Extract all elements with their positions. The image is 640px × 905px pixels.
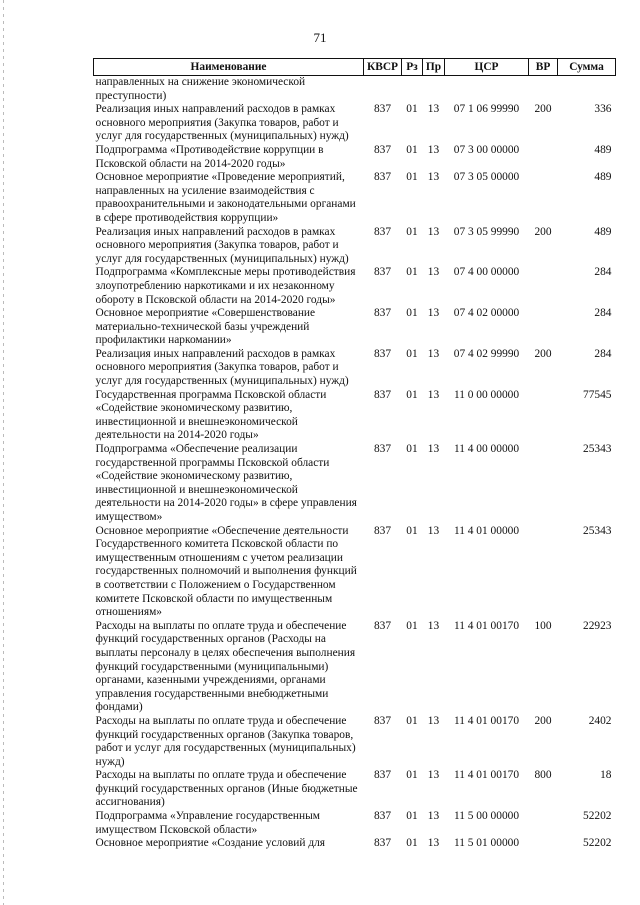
table-row [94, 715, 616, 769]
cell-kvsr: 837 [373, 143, 392, 156]
cell-csr: 11 4 00 00000 [453, 443, 520, 456]
cell-vr: 100 [534, 619, 552, 632]
cell-csr [445, 76, 529, 104]
table-row [94, 266, 616, 307]
table-row [94, 837, 616, 851]
cell-csr: 07 3 00 00000 [453, 143, 520, 156]
cell-csr: 07 3 05 99990 [453, 225, 520, 238]
table-row [94, 810, 616, 837]
cell-name: Государственная программа Псковской области «Содействие экономическому развитию, инвестиционной и внешнеэкономической деятельности на 2014-2020 годы» [95, 388, 327, 442]
table-row [94, 348, 616, 389]
cell-name: Подпрограмма «Комплексные меры противодействия злоупотреблению наркотиками и их незаконному обороту в Псковской области на 2014-2020 годы» [95, 266, 356, 306]
cell-csr: 07 4 00 00000 [453, 266, 520, 279]
cell-sum: 489 [594, 143, 612, 156]
cell-pr: 13 [427, 143, 440, 156]
scan-edge [3, 0, 4, 905]
cell-name: Реализация иных направлений расходов в рамках основного мероприятия (Закупка товаров, работ и услуг для государственных (муниципальных) нужд) [95, 225, 349, 265]
cell-rz: 01 [406, 171, 418, 184]
cell-pr: 13 [427, 714, 440, 727]
cell-sum: 52202 [583, 837, 612, 850]
header-row [94, 59, 616, 76]
cell-name: Расходы на выплаты по оплате труда и обеспечение функций государственных органов (Иные бюджетные ассигнования) [95, 769, 358, 809]
cell-vr: 200 [534, 103, 552, 116]
cell-csr: 11 4 01 00000 [453, 524, 520, 537]
table-body [94, 76, 616, 851]
cell-rz: 01 [406, 266, 418, 279]
cell-name: Подпрограмма «Обеспечение реализации государственной программы Псковской области «Содействие экономическому развитию, инвестиционной и внешнеэкономической деятельности на 2014-2020 годы» в сфере управления имуществом» [95, 443, 357, 523]
cell-csr: 11 4 01 00170 [453, 714, 520, 727]
cell-name: Расходы на выплаты по оплате труда и обеспечение функций государственных органов (Расходы на выплаты персоналу в целях обеспечения выполнения функций государственными (муниципальными) органами, казенными учреждениями, органами управления государственными внебюджетными фондами) [95, 619, 356, 714]
cell-pr: 13 [427, 307, 440, 320]
cell-rz: 01 [406, 225, 418, 238]
table-row [94, 389, 616, 443]
cell-csr: 11 4 01 00170 [453, 769, 520, 782]
cell-rz: 01 [406, 347, 418, 360]
cell-name: Подпрограмма «Противодействие коррупции в Псковской области на 2014-2020 годы» [95, 143, 324, 170]
cell-kvsr: 837 [373, 443, 392, 456]
cell-vr: 200 [534, 714, 552, 727]
cell-pr: 13 [427, 837, 440, 850]
cell-rz: 01 [406, 307, 418, 320]
cell-pr: 13 [427, 266, 440, 279]
cell-name: Основное мероприятие «Проведение мероприятий, направленных на усиление взаимодействия с правоохранительными и законодательными органами в сфере противодействия коррупции» [95, 171, 356, 224]
cell-sum: 489 [594, 225, 612, 238]
cell-vr [529, 810, 558, 837]
cell-kvsr: 837 [373, 769, 392, 782]
cell-pr: 13 [427, 103, 440, 116]
cell-kvsr: 837 [373, 225, 392, 238]
cell-sum: 25343 [583, 524, 612, 537]
cell-sum [558, 76, 616, 104]
cell-vr [529, 76, 558, 104]
cell-name: Реализация иных направлений расходов в рамках основного мероприятия (Закупка товаров, работ и услуг для государственных (муниципальных) нужд) [95, 103, 349, 143]
table-row [94, 307, 616, 348]
cell-csr: 07 4 02 00000 [453, 307, 520, 320]
cell-sum: 25343 [583, 443, 612, 456]
header-csr: ЦСР [445, 59, 529, 76]
cell-sum: 52202 [583, 810, 612, 823]
cell-rz: 01 [406, 524, 418, 537]
cell-rz: 01 [406, 769, 418, 782]
cell-pr: 13 [427, 225, 440, 238]
cell-vr [529, 443, 558, 525]
cell-vr [529, 171, 558, 225]
cell-kvsr: 837 [373, 307, 392, 320]
cell-rz: 01 [406, 103, 418, 116]
cell-name: Основное мероприятие «Обеспечение деятельности Государственного комитета Псковской области по имущественным отношениям с учетом реализации государственных полномочий и выполнения функций в соответствии с Положением о Государственном комитете Псковской области по имущественным отношениям» [95, 524, 357, 619]
cell-sum: 284 [594, 347, 612, 360]
table-row [94, 76, 616, 104]
cell-rz [402, 76, 423, 104]
table-row [94, 144, 616, 171]
cell-kvsr: 837 [373, 714, 392, 727]
cell-rz: 01 [406, 714, 418, 727]
cell-kvsr: 837 [373, 171, 392, 184]
cell-pr: 13 [427, 524, 440, 537]
cell-pr: 13 [427, 388, 440, 401]
cell-name: Основное мероприятие «Совершенствование материально-технической базы учреждений профилактики наркомании» [95, 307, 316, 347]
cell-sum: 2402 [588, 714, 612, 727]
cell-vr [529, 307, 558, 348]
cell-rz: 01 [406, 143, 418, 156]
cell-pr: 13 [427, 619, 440, 632]
cell-pr: 13 [427, 443, 440, 456]
cell-sum: 77545 [583, 388, 612, 401]
cell-pr: 13 [427, 810, 440, 823]
cell-vr [529, 837, 558, 851]
header-name: Наименование [94, 59, 364, 76]
cell-sum: 18 [600, 769, 612, 782]
budget-table [93, 58, 616, 851]
table-row [94, 171, 616, 225]
cell-vr [529, 525, 558, 620]
cell-kvsr: 837 [373, 103, 392, 116]
table-row [94, 443, 616, 525]
cell-kvsr: 837 [373, 524, 392, 537]
cell-kvsr: 837 [373, 837, 392, 850]
cell-vr [529, 144, 558, 171]
cell-kvsr: 837 [373, 619, 392, 632]
cell-pr: 13 [427, 769, 440, 782]
cell-rz: 01 [406, 388, 418, 401]
cell-rz: 01 [406, 837, 418, 850]
cell-vr: 200 [534, 347, 552, 360]
table-row [94, 620, 616, 715]
cell-sum: 489 [594, 171, 612, 184]
cell-kvsr: 837 [373, 388, 392, 401]
header-rz: Рз [402, 59, 423, 76]
cell-name: Основное мероприятие «Создание условий для [95, 837, 326, 850]
cell-sum: 22923 [583, 619, 612, 632]
cell-csr: 07 3 05 00000 [453, 171, 520, 184]
table-row [94, 226, 616, 267]
cell-pr [423, 76, 445, 104]
table-row [94, 103, 616, 144]
cell-name: Расходы на выплаты по оплате труда и обеспечение функций государственных органов (Закупка товаров, работ и услуг для государственных (муниципальных) нужд) [95, 714, 356, 768]
cell-name: направленных на снижение экономической преступности) [95, 76, 306, 102]
cell-csr: 07 1 06 99990 [453, 103, 520, 116]
cell-csr: 11 5 00 00000 [453, 810, 520, 823]
cell-rz: 01 [406, 619, 418, 632]
cell-sum: 284 [594, 307, 612, 320]
cell-name: Подпрограмма «Управление государственным имуществом Псковской области» [95, 810, 320, 836]
page-number: 71 [313, 30, 327, 45]
header-pr: Пр [423, 59, 445, 76]
cell-vr [529, 266, 558, 307]
cell-csr: 11 0 00 00000 [453, 388, 520, 401]
cell-kvsr: 837 [373, 810, 392, 823]
header-sum: Сумма [558, 59, 616, 76]
cell-csr: 11 5 01 00000 [453, 837, 520, 850]
table-row [94, 525, 616, 620]
cell-pr: 13 [427, 171, 440, 184]
header-vr: ВР [529, 59, 558, 76]
cell-kvsr [364, 76, 402, 104]
cell-rz: 01 [406, 443, 418, 456]
cell-pr: 13 [427, 347, 440, 360]
cell-vr [529, 389, 558, 443]
cell-name: Реализация иных направлений расходов в рамках основного мероприятия (Закупка товаров, работ и услуг для государственных (муниципальных) нужд) [95, 347, 349, 388]
cell-kvsr: 837 [373, 266, 392, 279]
cell-rz: 01 [406, 810, 418, 823]
cell-kvsr: 837 [373, 347, 392, 360]
cell-vr: 800 [534, 769, 552, 782]
cell-sum: 336 [594, 103, 612, 116]
cell-sum: 284 [594, 266, 612, 279]
cell-csr: 11 4 01 00170 [453, 619, 520, 632]
header-kvsr: КВСР [364, 59, 402, 76]
cell-vr: 200 [534, 225, 552, 238]
cell-csr: 07 4 02 99990 [453, 347, 520, 360]
table-row [94, 769, 616, 810]
